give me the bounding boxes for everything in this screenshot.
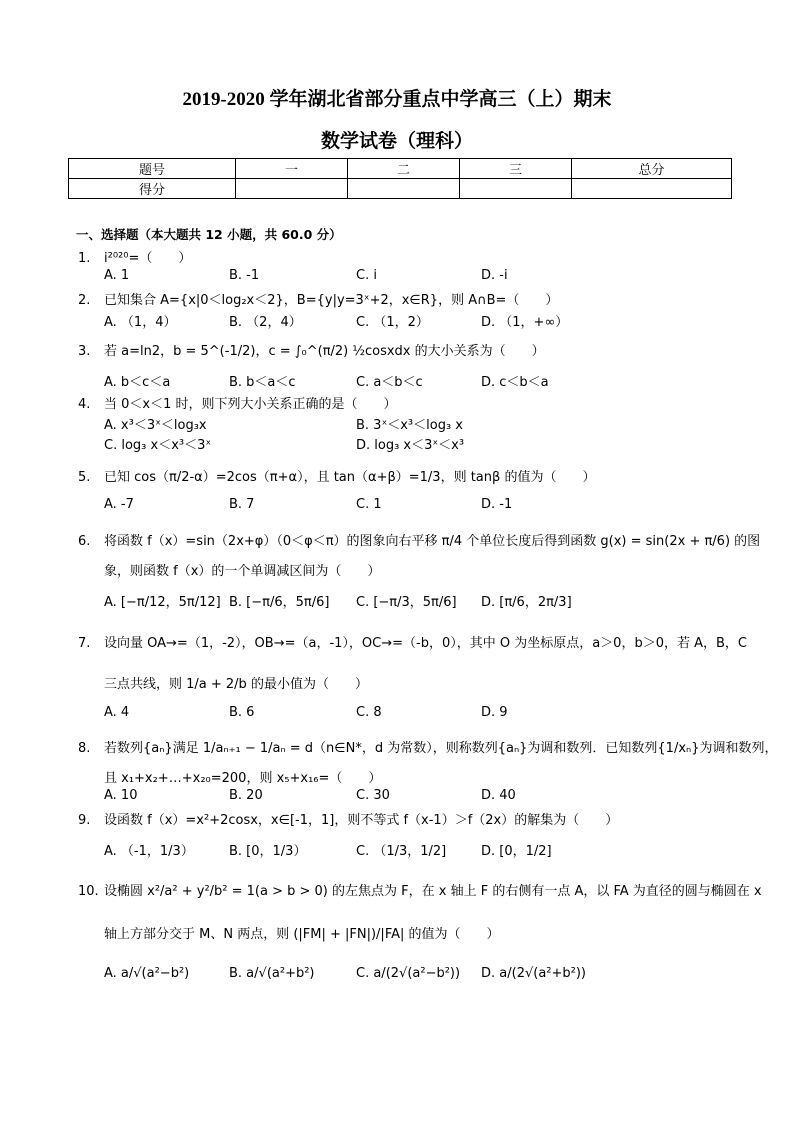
option-a: A. -7 — [104, 497, 134, 512]
score-cell — [460, 179, 572, 199]
option-a: A. x³＜3ˣ＜log₃x — [104, 418, 207, 433]
option-d: D. -1 — [481, 497, 513, 512]
question-text-continued: 象，则函数 f（x）的一个单调减区间为（ ） — [104, 564, 381, 579]
question-text: 若 a=ln2，b = 5^(-1/2)，c = ∫₀^(π/2) ½cosxdx 的大小关系为（ ） — [104, 344, 545, 359]
score-table — [68, 158, 732, 199]
question-number: 10. — [78, 884, 99, 899]
question-number: 6. — [78, 534, 91, 549]
question-text: 将函数 f（x）=sin（2x+φ）（0＜φ＜π）的图象向右平移 π/4 个单位长度后得到函数 g(x) = sin(2x + π/6) 的图 — [104, 534, 761, 549]
question-text: 设椭圆 x²/a² + y²/b² = 1(a > b > 0) 的左焦点为 F，在 x 轴上 F 的右侧有一点 A，以 FA 为直径的圆与椭圆在 x — [104, 884, 762, 899]
question-number: 8. — [78, 741, 91, 756]
option-b: B. （2，4） — [229, 315, 302, 330]
option-a: A. a/√(a²−b²) — [104, 966, 190, 981]
option-b: B. a/√(a²+b²) — [229, 966, 315, 981]
option-b: B. 20 — [229, 788, 263, 803]
score-cell — [572, 179, 732, 199]
option-a: A. 1 — [104, 268, 130, 283]
question-number: 1. — [78, 251, 91, 266]
option-a: A. 10 — [104, 788, 138, 803]
exam-title: 2019-2020 学年湖北省部分重点中学高三（上）期末 — [182, 89, 612, 110]
question-text-continued: 三点共线，则 1/a + 2/b 的最小值为（ ） — [104, 677, 368, 692]
question-text-continued: 轴上方部分交于 M、N 两点，则 (|FM| + |FN|)/|FA| 的值为（ ） — [104, 927, 500, 942]
question-number: 3. — [78, 344, 91, 359]
option-c: C. （1/3，1/2] — [356, 844, 447, 859]
option-d: D. c＜b＜a — [481, 375, 549, 390]
option-a: A. [−π/12，5π/12] — [104, 595, 221, 610]
question-number: 4. — [78, 397, 91, 412]
option-b: B. [0，1/3） — [229, 844, 307, 859]
option-c: C. a/(2√(a²−b²)) — [356, 966, 461, 981]
option-c: C. [−π/3，5π/6] — [356, 595, 457, 610]
question-number: 5. — [78, 470, 91, 485]
question-stem — [78, 632, 747, 651]
question-stem — [78, 289, 558, 308]
question-text: 当 0＜x＜1 时，则下列大小关系正确的是（ ） — [104, 397, 397, 412]
question-number: 2. — [78, 293, 91, 308]
option-b: B. 7 — [229, 497, 255, 512]
option-d: D. （1，+∞） — [481, 315, 569, 330]
score-cell — [236, 179, 348, 199]
option-b: B. [−π/6，5π/6] — [229, 595, 330, 610]
score-table-score-row — [69, 179, 732, 199]
option-c: C. 1 — [356, 497, 382, 512]
question-number: 9. — [78, 813, 91, 828]
question-text-continued: 且 x₁+x₂+…+x₂₀=200，则 x₅+x₁₆=（ ） — [104, 771, 382, 786]
score-header-cell: 二 — [348, 159, 460, 179]
option-a: A. b＜c＜a — [104, 375, 171, 390]
option-b: B. b＜a＜c — [229, 375, 296, 390]
question-text: 设函数 f（x）=x²+2cosx，x∈[-1，1]，则不等式 f（x-1）＞f（2x）的解集为（ ） — [104, 813, 619, 828]
option-c: C. log₃ x＜x³＜3ˣ — [104, 438, 212, 453]
score-cell — [348, 179, 460, 199]
score-table-header-row — [69, 159, 732, 179]
question-text: 已知 cos（π/2-α）=2cos（π+α），且 tan（α+β）=1/3，则 tanβ 的值为（ ） — [104, 470, 596, 485]
question-stem — [78, 340, 545, 359]
question-stem — [78, 530, 760, 549]
score-header-cell: 总分 — [572, 159, 732, 179]
option-d: D. -i — [481, 268, 508, 283]
option-b: B. 6 — [229, 705, 255, 720]
question-number: 7. — [78, 636, 91, 651]
option-c: C. a＜b＜c — [356, 375, 423, 390]
option-a: A. 4 — [104, 705, 130, 720]
option-d: D. a/(2√(a²+b²)) — [481, 966, 586, 981]
option-d: D. [0，1/2] — [481, 844, 552, 859]
option-a: A. （-1，1/3） — [104, 844, 194, 859]
question-text: i²⁰²⁰=（ ） — [104, 251, 192, 266]
question-text: 设向量 OA→=（1，-2），OB→=（a，-1），OC→=（-b，0），其中 O 为坐标原点，a＞0，b＞0，若 A，B，C — [104, 636, 747, 651]
question-stem — [78, 809, 618, 828]
question-text: 已知集合 A={x|0＜log₂x＜2}，B={y|y=3ˣ+2，x∈R}，则 A∩B=（ ） — [104, 293, 559, 308]
score-header-cell: 一 — [236, 159, 348, 179]
option-c: C. 30 — [356, 788, 390, 803]
option-d: D. log₃ x＜3ˣ＜x³ — [356, 438, 465, 453]
question-stem — [78, 737, 777, 756]
option-c: C. 8 — [356, 705, 382, 720]
question-stem — [78, 880, 762, 899]
option-b: B. 3ˣ＜x³＜log₃ x — [356, 418, 463, 433]
option-c: C. i — [356, 268, 377, 283]
score-header-cell: 三 — [460, 159, 572, 179]
option-d: D. 40 — [481, 788, 516, 803]
option-b: B. -1 — [229, 268, 260, 283]
option-d: D. [π/6，2π/3] — [481, 595, 572, 610]
section-heading: 一、选择题（本大题共 12 小题，共 60.0 分） — [76, 227, 342, 242]
question-stem — [78, 247, 191, 266]
option-a: A. （1，4） — [104, 315, 177, 330]
score-row-label: 得分 — [69, 179, 236, 199]
question-text: 若数列{aₙ}满足 1/aₙ₊₁ − 1/aₙ = d（n∈N*，d 为常数），则称数列{aₙ}为调和数列．已知数列{1/xₙ}为调和数列， — [104, 741, 778, 756]
option-c: C. （1，2） — [356, 315, 429, 330]
question-stem — [78, 466, 595, 485]
option-d: D. 9 — [481, 705, 508, 720]
exam-subtitle: 数学试卷（理科） — [320, 131, 473, 152]
question-stem — [78, 393, 397, 412]
score-header-cell: 题号 — [69, 159, 236, 179]
